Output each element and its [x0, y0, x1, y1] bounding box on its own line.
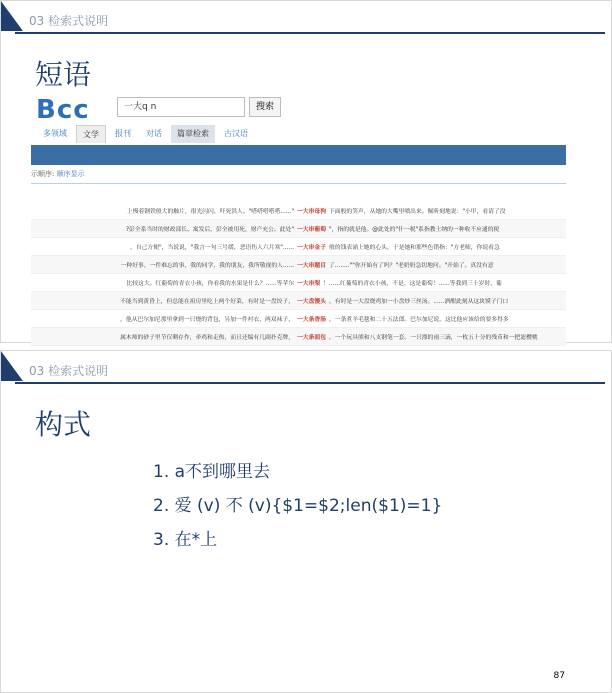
slide-constructions	[0, 350, 612, 693]
list-item: 3. 在*上	[153, 530, 218, 550]
header-rule	[15, 382, 605, 384]
tab-discourse-search[interactable]: 篇章检索	[171, 125, 215, 143]
slide-phrases	[0, 0, 612, 343]
tab-multi-domain[interactable]: 多领域	[43, 129, 67, 138]
table-row	[31, 328, 566, 346]
keyword-hit: 一大串金子	[297, 245, 326, 251]
context-right: ！......红葡萄的青衣小孩，不是，这是葡萄！......等我到三十岁时，葡	[323, 281, 502, 287]
keyword-hit: 一大串梨	[297, 281, 321, 287]
concordance-list	[31, 202, 566, 346]
tab-classical-chinese[interactable]: 古汉语	[224, 129, 248, 138]
search-button[interactable]: 搜索	[249, 97, 281, 117]
keyword-hit: 一大条香肠	[297, 317, 326, 323]
bcc-logo: Bcc	[36, 95, 90, 125]
tab-literature[interactable]: 文学	[76, 125, 106, 143]
keyword-hit: 一大串母狗	[297, 209, 326, 215]
search-input[interactable]: 一大q n	[117, 97, 245, 117]
context-left: 上慢着钢铁般大的触片，很光闪闪，吓死洪人。"嗒嗒嗒嗒嗒......"	[126, 209, 294, 215]
slide-title: 短语	[35, 58, 92, 91]
keyword-hit: 一大串葡萄	[297, 227, 326, 233]
corpus-tabs	[37, 125, 257, 143]
divider	[31, 183, 566, 184]
sort-label: 示顺序:	[31, 170, 55, 178]
context-right: 下面般的笑声，从她的大嘴里喷出来。佩昕刻地说："小甲，看请了没	[329, 209, 506, 215]
list-item: 1. a不到哪里去	[153, 462, 271, 482]
context-right: ，一条煮羊毛毯和二十五法郎。巴尔加尼说，这比他应该给的要多得多	[329, 317, 509, 323]
context-right: 了........""你开始有了吗？"老奶奶急切地问。"开始了。真没有意	[329, 263, 494, 269]
corner-triangle-icon	[1, 1, 23, 31]
context-left: 比较这大。红葡萄的青衣小孩，你看我的水果是什么？......等苹尔	[126, 281, 294, 287]
tab-newspaper[interactable]: 报刊	[115, 129, 131, 138]
section-label: 03 检索式说明	[29, 364, 109, 378]
context-right: ，一个玩具熊和八支钢笔一套。一只漂的雨三滴，一枚五十分的残币和一把滤樱桃	[329, 335, 538, 341]
table-row	[31, 202, 566, 220]
context-left: 不能当到黄昏上，但总能在祖房里吃上两个好菜，有时是一盘饺子，	[120, 299, 294, 305]
sort-option[interactable]: 顺序显示	[56, 170, 85, 178]
context-left: ?彭全系当时的财政部长、寓发后，彭全被用死，财产充公。此处"	[125, 227, 294, 233]
keyword-hit: 一大条面包	[297, 335, 326, 341]
construction-list	[153, 455, 442, 557]
slide-title: 构式	[35, 408, 92, 441]
list-item: 2. 爱 (v) 不 (v){$1=$2;len($1)=1}	[153, 496, 443, 516]
keyword-hit: 一大串题目	[297, 263, 326, 269]
table-row	[31, 292, 566, 310]
bcc-screenshot	[31, 92, 566, 341]
keyword-hit: 一大盘馒头	[297, 299, 326, 305]
sort-line	[31, 169, 85, 179]
table-row	[31, 220, 566, 238]
page-number: 87	[553, 671, 565, 681]
context-left: 一种好事，一件难忘的事，我的同学，我的朋友，我所敬视的人......	[120, 263, 294, 269]
context-right: 般的钱表涌上她的心头，于是她和那些色错指："方老师，你说看急	[329, 245, 500, 251]
section-label: 03 检索式说明	[29, 14, 109, 28]
header-rule	[15, 32, 605, 34]
context-left: 属木师的砂子里节仅剩存作，牵鸡和走热，而且还编有几副扑克牌，	[120, 335, 294, 341]
context-right: ，有时是一大盘烧鸡加一小盘炒三丝汤。......酒酣此刻从这块馍子门口	[329, 299, 509, 305]
context-left: ，自己方便"，当说说，"我言一句三号缓，恶语伤人六月寒"......	[130, 245, 294, 251]
corner-triangle-icon	[1, 351, 23, 381]
table-row	[31, 238, 566, 256]
table-row	[31, 310, 566, 328]
results-bar	[31, 145, 566, 165]
context-left: ，他从巴尔加尼那里拿到一只烧的背包，另加一件衬衣，两双袜子，	[120, 317, 294, 323]
table-row	[31, 274, 566, 292]
context-right: "，指的就是他。@此处的"什一税"系指教士纳的一种收不应通的税	[329, 227, 500, 233]
tab-dialogue[interactable]: 对话	[146, 129, 162, 138]
table-row	[31, 256, 566, 274]
